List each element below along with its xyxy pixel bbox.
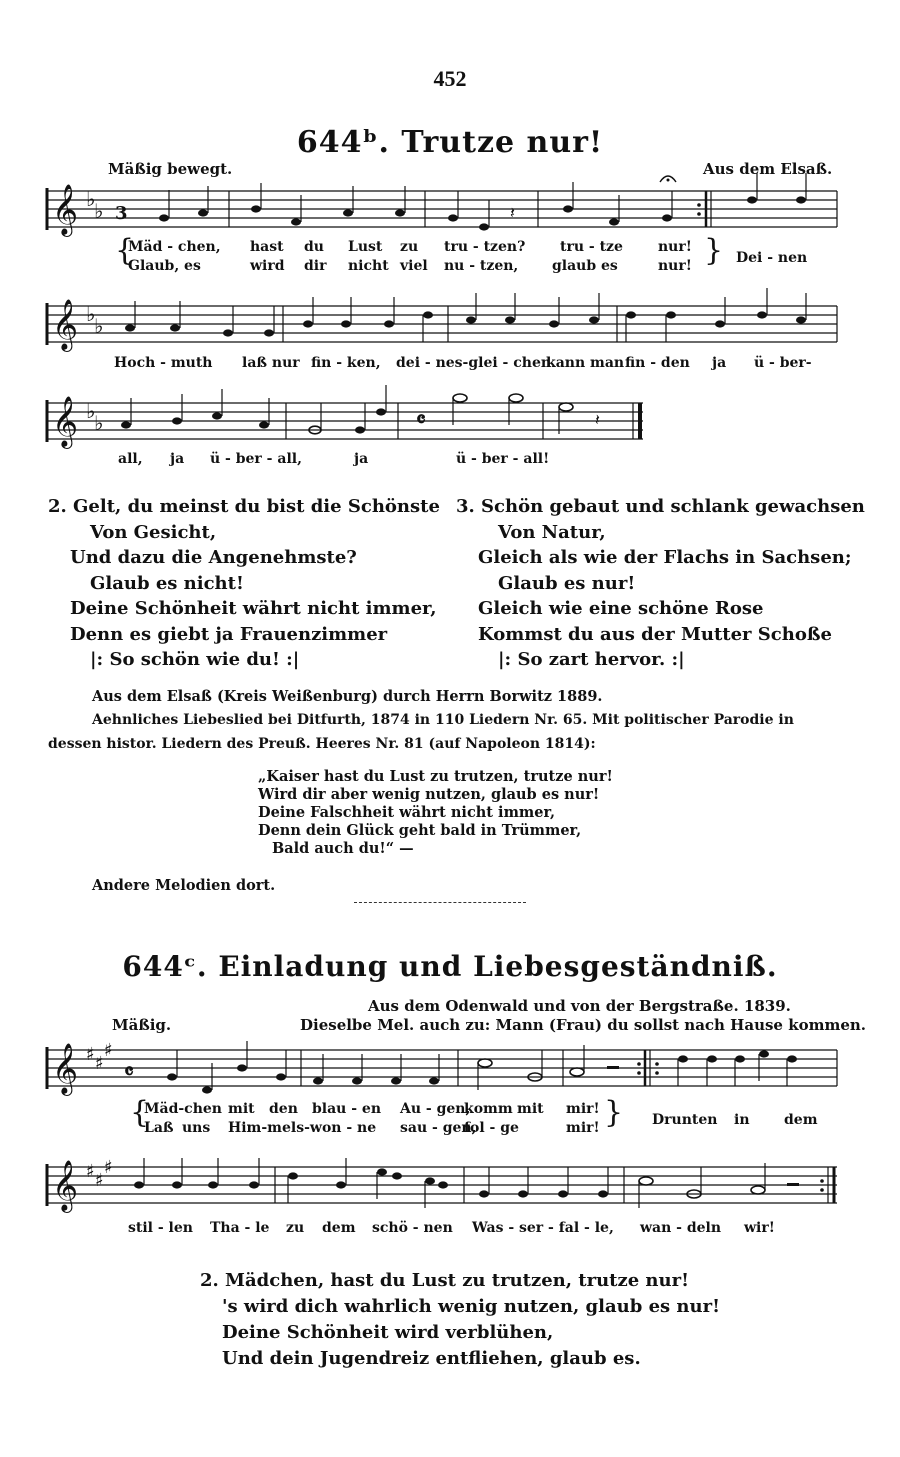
syllable: Hoch - muth xyxy=(114,355,213,371)
svg-text:𝄞: 𝄞 xyxy=(52,1043,79,1094)
svg-text:𝄞: 𝄞 xyxy=(52,396,79,447)
syllable: fin - ken, xyxy=(311,355,381,371)
song1-title: 644ᵇ. Trutze nur! xyxy=(296,125,604,160)
syllable: Was - ser - fal - le, xyxy=(472,1220,614,1236)
song2-staff-1 xyxy=(47,1047,837,1089)
svg-text:𝄴: 𝄴 xyxy=(124,1059,134,1085)
svg-text:♭: ♭ xyxy=(86,399,96,423)
syllable: mit xyxy=(228,1101,255,1117)
syllable: Glaub, es xyxy=(128,258,201,274)
svg-text:3: 3 xyxy=(115,203,128,224)
syllable: Mäd-chen xyxy=(144,1101,222,1117)
source-note: Aus dem Elsaß (Kreis Weißenburg) durch Herrn Borwitz 1889. xyxy=(92,688,603,705)
svg-text:♯: ♯ xyxy=(95,1053,104,1074)
syllable: Laß xyxy=(144,1120,174,1136)
svg-text:♭: ♭ xyxy=(94,199,104,223)
song2-tempo: Mäßig. xyxy=(112,1016,172,1034)
syllable: zu xyxy=(400,239,419,255)
syllable: dei - nes-glei - chen xyxy=(396,355,552,371)
syllable: schö - nen xyxy=(372,1220,453,1236)
syllable: nu - tzen, xyxy=(444,258,519,274)
verse-line: Kommst du aus der Mutter Schoße xyxy=(478,623,832,645)
syllable: Au - gen, xyxy=(400,1101,471,1117)
brace-icon: } xyxy=(704,233,724,268)
song2-notes-staff2 xyxy=(134,1158,824,1208)
syllable: viel xyxy=(400,258,428,274)
syllable: du xyxy=(304,239,324,255)
brace-icon: { xyxy=(130,1095,150,1130)
verse-line: Deine Schönheit währt nicht immer, xyxy=(70,598,437,619)
svg-text:𝄽: 𝄽 xyxy=(595,410,600,429)
syllable: dem xyxy=(784,1112,818,1128)
syllable: fol - ge xyxy=(464,1120,519,1136)
syllable: nur! xyxy=(658,239,692,255)
svg-text:♯: ♯ xyxy=(104,1040,113,1061)
syllable: wir! xyxy=(744,1220,775,1236)
syllable: dem xyxy=(322,1220,356,1236)
page-number: 452 xyxy=(433,66,467,91)
syllable: nicht xyxy=(348,258,389,274)
syllable: uns xyxy=(182,1120,211,1136)
syllable: hast xyxy=(250,239,284,255)
syllable: mit xyxy=(517,1101,544,1117)
syllable: tru - tze xyxy=(560,239,623,255)
quote-line: Wird dir aber wenig nutzen, glaub es nur! xyxy=(258,786,600,803)
syllable: sau - gen, xyxy=(400,1120,477,1136)
svg-text:♯: ♯ xyxy=(95,1170,104,1191)
svg-text:♭: ♭ xyxy=(94,411,104,435)
song1-origin: Aus dem Elsaß. xyxy=(703,160,833,178)
song1-tempo: Mäßig bewegt. xyxy=(108,160,233,178)
song1-lyrics-line1-end: Dei - nen xyxy=(736,250,808,266)
svg-text:♯: ♯ xyxy=(86,1161,95,1182)
svg-text:𝄴: 𝄴 xyxy=(416,407,426,433)
verse-line: Und dazu die Angenehmste? xyxy=(70,547,357,568)
svg-text:𝄞: 𝄞 xyxy=(52,1160,79,1211)
syllable: stil - len xyxy=(128,1220,193,1236)
verse-line: Gleich wie eine schöne Rose xyxy=(478,598,764,619)
verse-line: 3. Schön gebaut und schlank gewachsen xyxy=(456,496,865,517)
verse-line: Denn es giebt ja Frauenzimmer xyxy=(70,623,388,645)
verse-line: 2. Mädchen, hast du Lust zu trutzen, trutze nur! xyxy=(200,1270,689,1291)
verse-line: 2. Gelt, du meinst du bist die Schönste xyxy=(48,496,440,517)
svg-text:𝄞: 𝄞 xyxy=(52,299,79,350)
verse-line: Von Natur, xyxy=(498,521,606,543)
syllable: wan - deln xyxy=(640,1220,722,1236)
song2-melody-note: Dieselbe Mel. auch zu: Mann (Frau) du sollst nach Hause kommen. xyxy=(300,1016,867,1034)
syllable: den xyxy=(269,1101,298,1117)
syllable: Him-mels-won - ne xyxy=(228,1120,377,1136)
quote-line: Deine Falschheit währt nicht immer, xyxy=(258,804,556,821)
syllable: ja xyxy=(354,451,369,467)
syllable: Lust xyxy=(348,239,383,255)
syllable: wird xyxy=(250,258,285,274)
svg-text:𝄽: 𝄽 xyxy=(510,203,515,222)
verse-line: Von Gesicht, xyxy=(90,521,217,543)
syllable: mir! xyxy=(566,1101,600,1117)
syllable: fin - den xyxy=(625,355,690,371)
syllable: Drunten xyxy=(652,1112,718,1128)
song2-verse2 xyxy=(200,1268,720,1372)
verse-line: Deine Schönheit wird verblühen, xyxy=(222,1322,554,1343)
verse-line: Glaub es nicht! xyxy=(90,572,244,594)
source-note: Andere Melodien dort. xyxy=(92,877,276,894)
verse-line: 's wird dich wahrlich wenig nutzen, glaub es nur! xyxy=(222,1296,720,1317)
syllable: ü - ber - all, xyxy=(210,451,302,467)
source-note: dessen histor. Liedern des Preuß. Heeres Nr. 81 (auf Napoleon 1814): xyxy=(48,736,596,752)
syllable: kann man xyxy=(546,355,625,371)
verse-line: |: So schön wie du! :| xyxy=(90,649,300,670)
song2-title: 644ᶜ. Einladung und Liebesgeständniß. xyxy=(122,950,778,983)
syllable: glaub es xyxy=(552,258,618,274)
sharp-icon: ♯ xyxy=(86,1044,95,1065)
syllable: Mäd - chen, xyxy=(128,239,221,255)
syllable: mir! xyxy=(566,1120,600,1136)
treble-clef-icon: 𝄞 xyxy=(52,184,79,235)
syllable: ü - ber - all! xyxy=(456,451,550,467)
song2-origin: Aus dem Odenwald und von der Bergstraße. 1839. xyxy=(368,997,791,1015)
syllable: ja xyxy=(170,451,185,467)
svg-text:♯: ♯ xyxy=(104,1157,113,1178)
syllable: Tha - le xyxy=(210,1220,270,1236)
brace-icon: { xyxy=(115,233,135,268)
syllable: zu xyxy=(286,1220,305,1236)
syllable: ü - ber- xyxy=(754,355,812,371)
source-note: Aehnliches Liebeslied bei Ditfurth, 1874 in 110 Liedern Nr. 65. Mit politischer Parodie in xyxy=(92,712,794,728)
verse-line: Glaub es nur! xyxy=(498,572,636,594)
syllable: blau - en xyxy=(312,1101,382,1117)
quote-line: Denn dein Glück geht bald in Trümmer, xyxy=(258,822,582,839)
svg-text:♭: ♭ xyxy=(86,302,96,326)
svg-text:♭: ♭ xyxy=(94,314,104,338)
verse-line: |: So zart hervor. :| xyxy=(498,649,685,670)
syllable: all, xyxy=(118,451,143,467)
verse-line: Und dein Jugendreiz entfliehen, glaub es. xyxy=(222,1348,641,1369)
syllable: ja xyxy=(712,355,727,371)
quote-line: „Kaiser hast du Lust zu trutzen, trutze nur! xyxy=(258,768,613,785)
verse-line: Gleich als wie der Flachs in Sachsen; xyxy=(478,547,852,568)
quote-line: Bald auch du!“ — xyxy=(272,840,414,857)
flat-icon: ♭ xyxy=(86,187,96,211)
syllable: tru - tzen? xyxy=(444,239,526,255)
brace-icon: } xyxy=(604,1095,624,1130)
syllable: komm xyxy=(464,1101,513,1117)
syllable: dir xyxy=(304,258,327,274)
syllable: nur! xyxy=(658,258,692,274)
syllable: in xyxy=(734,1112,750,1128)
syllable: laß nur xyxy=(242,355,300,371)
